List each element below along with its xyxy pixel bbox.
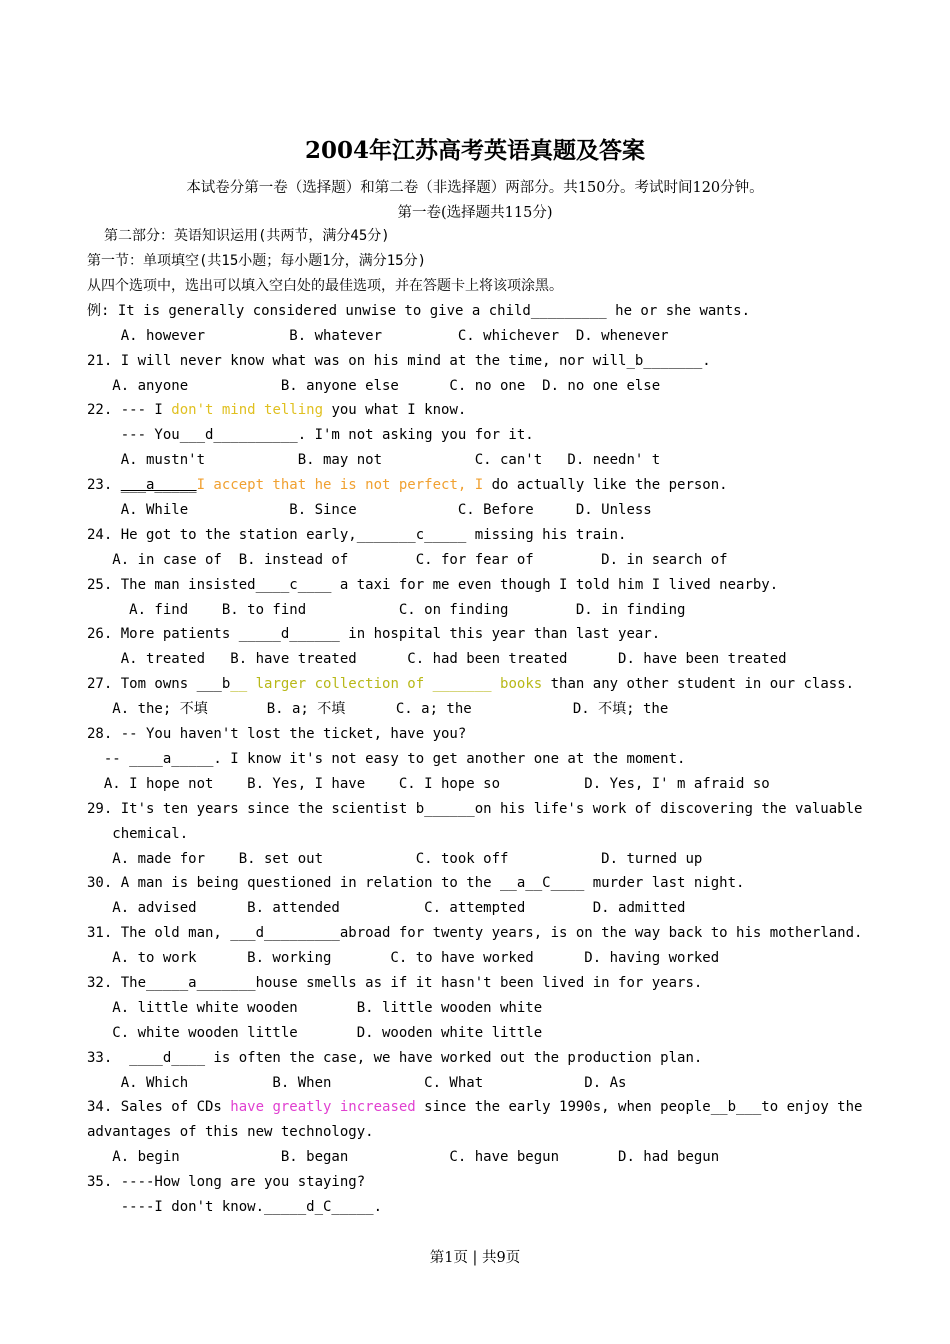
example-options: A. however B. whatever C. whichever D. whenever [87, 328, 669, 344]
question-25-options: A. find B. to find C. on finding D. in finding [87, 602, 686, 618]
question-34-options: A. begin B. began C. have begun D. had begun [87, 1149, 720, 1165]
part-heading: 第二部分：英语知识运用(共两节，满分45分) [104, 228, 390, 244]
question-23-options: A. While B. Since C. Before D. Unless [87, 502, 652, 518]
question-34: 34. Sales of CDs have greatly increased since the early 1990s, when people__b___to enjoy the [87, 1099, 863, 1115]
highlight-text: I accept that he is not perfect, I [196, 477, 484, 493]
highlight-text: have greatly increased [230, 1099, 416, 1115]
question-30: 30. A man is being questioned in relation to the __a__C____ murder last night. [87, 875, 745, 891]
answer-blank: ___a_____ [120, 477, 197, 493]
question-34-line2: advantages of this new technology. [87, 1124, 374, 1140]
page-footer: 第1页 | 共9页 [429, 1250, 521, 1266]
question-22-line2: --- You___d__________. I'm not asking you for it. [87, 427, 534, 443]
question-35-line2: ----I don't know._____d_C_____. [87, 1199, 383, 1215]
instruction: 从四个选项中，选出可以填入空白处的最佳选项，并在答题卡上将该项涂黑。 [87, 278, 563, 294]
question-21-options: A. anyone B. anyone else C. no one D. no one else [87, 378, 661, 394]
question-28-options: A. I hope not B. Yes, I have C. I hope so D. Yes, I' m afraid so [87, 776, 770, 792]
exam-intro: 本试卷分第一卷（选择题）和第二卷（非选择题）两部分。共150分。考试时间120分钟。 [186, 180, 764, 196]
question-27: 27. Tom owns ___b__ larger collection of _______ books than any other student in our class. [87, 676, 855, 692]
highlight-text: don't mind telling [171, 402, 324, 418]
highlight-text: books [500, 676, 543, 692]
question-23: 23. ___a_____I accept that he is not perfect, I do actually like the person. [87, 477, 728, 493]
question-24: 24. He got to the station early,_______c_____ missing his train. [87, 527, 627, 543]
question-32: 32. The_____a_______house smells as if it hasn't been lived in for years. [87, 975, 703, 991]
question-29-line2: chemical. [87, 826, 189, 842]
question-29: 29. It's ten years since the scientist b______on his life's work of discovering the valuable [87, 801, 863, 817]
question-31-options: A. to work B. working C. to have worked D. having worked [87, 950, 720, 966]
question-28-line2: -- ____a_____. I know it's not easy to get another one at the moment. [87, 751, 686, 767]
question-33: 33. ____d____ is often the case, we have worked out the production plan. [87, 1050, 703, 1066]
question-25: 25. The man insisted____c____ a taxi for me even though I told him I lived nearby. [87, 577, 779, 593]
question-29-options: A. made for B. set out C. took off D. turned up [87, 851, 703, 867]
question-31: 31. The old man, ___d_________abroad for twenty years, is on the way back to his motherland. [87, 925, 863, 941]
question-27-options: A. the; 不填 B. a; 不填 C. a; the D. 不填; the [87, 701, 669, 717]
question-21: 21. I will never know what was on his mind at the time, nor will_b_______. [87, 353, 711, 369]
question-33-options: A. Which B. When C. What D. As [87, 1075, 627, 1091]
example-question: 例: It is generally considered unwise to give a child_________ he or she wants. [87, 303, 751, 319]
question-22-options: A. mustn't B. may not C. can't D. needn' t [87, 452, 661, 468]
question-35: 35. ----How long are you staying? [87, 1174, 366, 1190]
question-26-options: A. treated B. have treated C. had been treated D. have been treated [87, 651, 787, 667]
highlight-text: __ larger collection of _______ [230, 676, 492, 692]
subsection-heading: 第一节：单项填空(共15小题；每小题1分，满分15分) [87, 253, 426, 269]
question-24-options: A. in case of B. instead of C. for fear of D. in search of [87, 552, 728, 568]
question-22: 22. --- I don't mind telling you what I know. [87, 402, 467, 418]
volume-heading: 第一卷(选择题共115分) [397, 205, 553, 221]
question-30-options: A. advised B. attended C. attempted D. admitted [87, 900, 686, 916]
question-32-options-2: C. white wooden little D. wooden white little [87, 1025, 543, 1041]
question-26: 26. More patients _____d______ in hospital this year than last year. [87, 626, 661, 642]
question-32-options-1: A. little white wooden B. little wooden white [87, 1000, 543, 1016]
page-title: 2004年江苏高考英语真题及答案 [304, 137, 645, 164]
question-28: 28. -- You haven't lost the ticket, have you? [87, 726, 467, 742]
